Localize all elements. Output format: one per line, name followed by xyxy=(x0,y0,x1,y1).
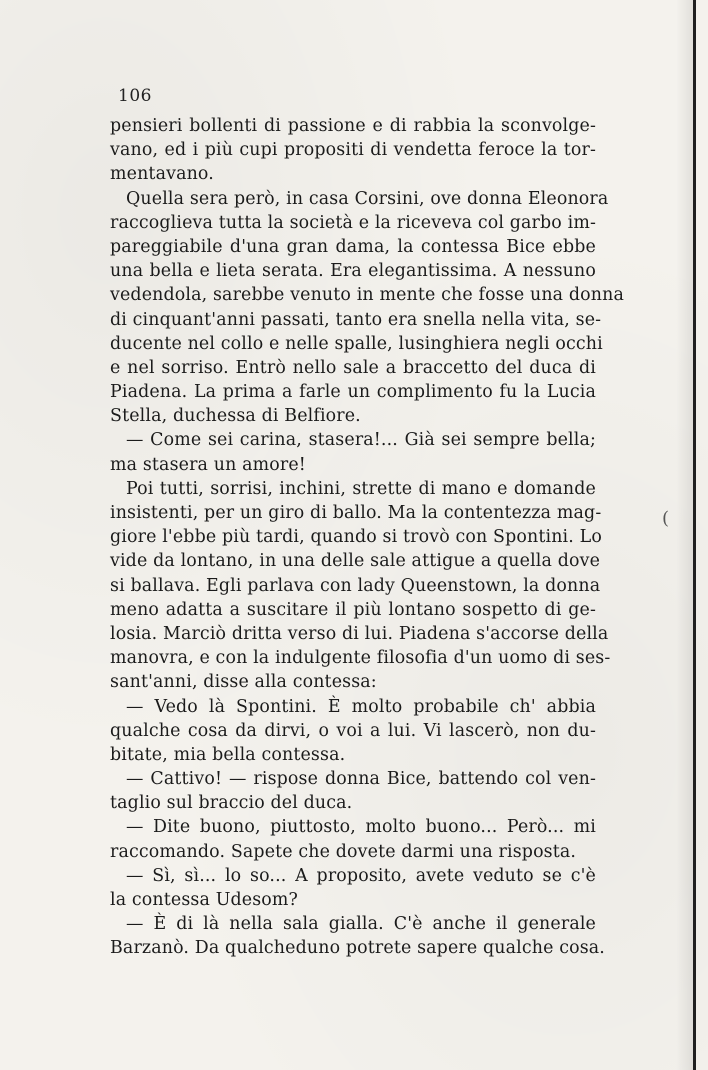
text-line: — Dite buono, piuttosto, molto buono... Però... mi xyxy=(126,817,596,838)
text-line: losia. Marciò dritta verso di lui. Piadena s'accorse della xyxy=(110,623,609,644)
text-line: Barzanò. Da qualcheduno potrete sapere qualche cosa. xyxy=(110,938,605,959)
text-line: — Sì, sì... lo so... A proposito, avete veduto se c'è xyxy=(126,865,596,886)
text-line: Poi tutti, sorrisi, inchini, strette di mano e domande xyxy=(126,478,596,499)
text-line: meno adatta a suscitare il più lontano sospetto di ge- xyxy=(110,599,596,620)
text-line: la contessa Udesom? xyxy=(110,890,299,910)
text-line: manovra, e con la indulgente filosofia d'un uomo di ses- xyxy=(110,648,611,669)
text-line: — Cattivo! — rispose donna Bice, battendo col ven- xyxy=(126,769,596,790)
text-line: ducente nel collo e nelle spalle, lusinghiera negli occhi xyxy=(110,333,603,354)
text-line: Quella sera però, in casa Corsini, ove donna Eleonora xyxy=(126,188,609,209)
text-line: Stella, duchessa di Belfiore. xyxy=(110,406,361,427)
text-line: Piadena. La prima a farle un complimento fu la Lucia xyxy=(110,382,596,403)
binding-edge xyxy=(693,0,696,1070)
text-line: raccoglieva tutta la società e la riceveva col garbo im- xyxy=(110,212,596,233)
page-number: 106 xyxy=(118,86,152,106)
text-line: qualche cosa da dirvi, o voi a lui. Vi lascerò, non du- xyxy=(110,720,596,741)
text-line: di cinquant'anni passati, tanto era snella nella vita, se- xyxy=(110,309,602,330)
gutter-shadow xyxy=(676,0,693,1070)
text-line: taglio sul braccio del duca. xyxy=(110,793,353,814)
text-line: vedendola, sarebbe venuto in mente che fosse una donna xyxy=(110,285,624,306)
text-line: raccomando. Sapete che dovete darmi una risposta. xyxy=(110,841,577,862)
text-line: ma stasera un amore! xyxy=(110,454,306,475)
text-line: — Vedo là Spontini. È molto probabile ch' abbia xyxy=(126,696,596,717)
text-line: sant'anni, disse alla contessa: xyxy=(110,672,377,693)
margin-mark: ( xyxy=(662,508,670,529)
text-line: insistenti, per un giro di ballo. Ma la contentezza mag- xyxy=(110,503,602,523)
text-line: — Come sei carina, stasera!... Già sei sempre bella; xyxy=(126,430,596,451)
text-line: una bella e lieta serata. Era elegantissima. A nessuno xyxy=(110,261,596,282)
text-line: e nel sorriso. Entrò nello sale a braccetto del duca di xyxy=(110,357,596,378)
text-line: pensieri bollenti di passione e di rabbia la sconvolge- xyxy=(110,116,596,136)
text-line: pareggiabile d'una gran dama, la contessa Bice ebbe xyxy=(110,236,596,257)
text-line: — È di là nella sala gialla. C'è anche il generale xyxy=(126,914,596,935)
text-line: bitate, mia bella contessa. xyxy=(110,744,346,765)
text-line: si ballava. Egli parlava con lady Queenstown, la donna xyxy=(110,575,601,596)
text-line: mentavano. xyxy=(110,164,214,185)
text-line: vano, ed i più cupi propositi di vendetta feroce la tor- xyxy=(110,140,596,161)
text-line: vide da lontano, in una delle sale attigue a quella dove xyxy=(110,551,601,572)
body-text xyxy=(110,114,624,961)
text-line: giore l'ebbe più tardi, quando si trovò con Spontini. Lo xyxy=(110,527,602,548)
